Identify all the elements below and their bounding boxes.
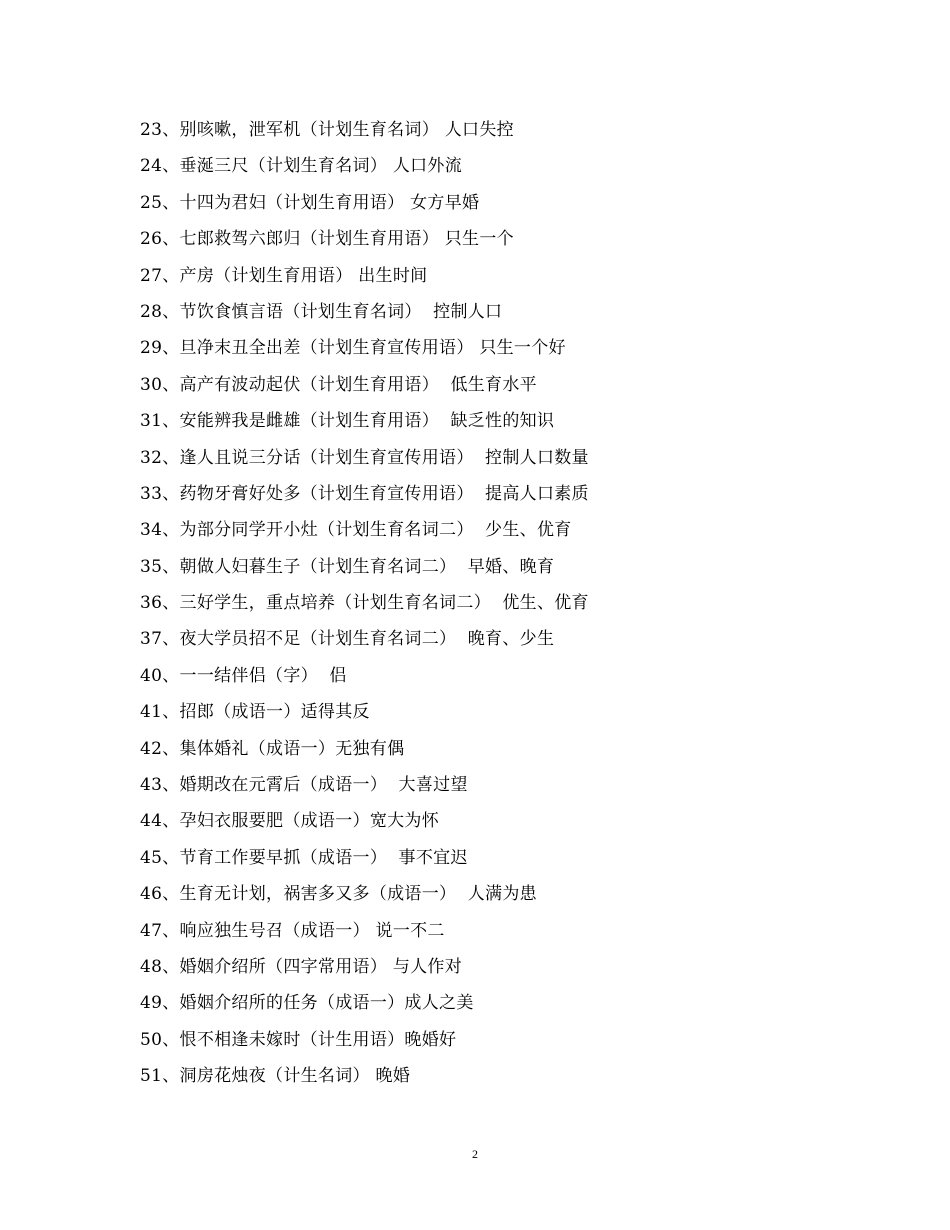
list-item: 37、夜大学员招不足（计划生育名词二） 晚育、少生 — [140, 629, 555, 650]
page-number: 2 — [472, 1147, 478, 1161]
list-item: 33、药物牙膏好处多（计划生育宣传用语） 提高人口素质 — [140, 483, 589, 504]
list-item: 47、响应独生号召（成语一） 说一不二 — [140, 920, 445, 941]
list-item: 35、朝做人妇暮生子（计划生育名词二） 早婚、晚育 — [140, 556, 555, 577]
list-item: 25、十四为君妇（计划生育用语） 女方早婚 — [140, 192, 480, 213]
list-item: 44、孕妇衣服要肥（成语一）宽大为怀 — [140, 811, 440, 832]
list-item: 32、逢人且说三分话（计划生育宣传用语） 控制人口数量 — [140, 447, 589, 468]
list-item: 41、招郎（成语一）适得其反 — [140, 702, 370, 723]
list-item: 49、婚姻介绍所的任务（成语一）成人之美 — [140, 993, 474, 1014]
list-item: 45、节育工作要早抓（成语一） 事不宜迟 — [140, 847, 468, 868]
list-item: 51、洞房花烛夜（计生名词） 晚婚 — [140, 1066, 411, 1087]
list-item: 43、婚期改在元霄后（成语一） 大喜过望 — [140, 775, 468, 796]
list-item: 28、节饮食慎言语（计划生育名词） 控制人口 — [140, 301, 503, 322]
list-item: 48、婚姻介绍所（四字常用语） 与人作对 — [140, 956, 463, 977]
list-item: 40、一一结伴侣（字） 侣 — [140, 665, 347, 686]
list-item: 27、产房（计划生育用语） 出生时间 — [140, 265, 428, 286]
list-item: 23、别咳嗽，泄军机（计划生育名词） 人口失控 — [140, 120, 514, 140]
list-item: 29、旦净末丑全出差（计划生育宣传用语） 只生一个好 — [140, 338, 566, 359]
list-item: 31、安能辨我是雌雄（计划生育用语） 缺乏性的知识 — [140, 411, 555, 432]
list-item: 50、恨不相逢未嫁时（计生用语）晚婚好 — [140, 1029, 457, 1050]
list-item: 24、垂涎三尺（计划生育名词） 人口外流 — [140, 156, 463, 177]
list-item: 34、为部分同学开小灶（计划生育名词二） 少生、优育 — [140, 520, 572, 541]
list-item: 30、高产有波动起伏（计划生育用语） 低生育水平 — [140, 374, 537, 395]
list-item: 46、生育无计划，祸害多又多（成语一） 人满为患 — [140, 884, 537, 905]
list-item: 36、三好学生，重点培养（计划生育名词二） 优生、优育 — [140, 593, 589, 614]
list-item: 26、七郎救驾六郎归（计划生育用语） 只生一个 — [140, 229, 514, 250]
riddle-list — [140, 116, 840, 1099]
list-item: 42、集体婚礼（成语一）无独有偶 — [140, 738, 405, 759]
